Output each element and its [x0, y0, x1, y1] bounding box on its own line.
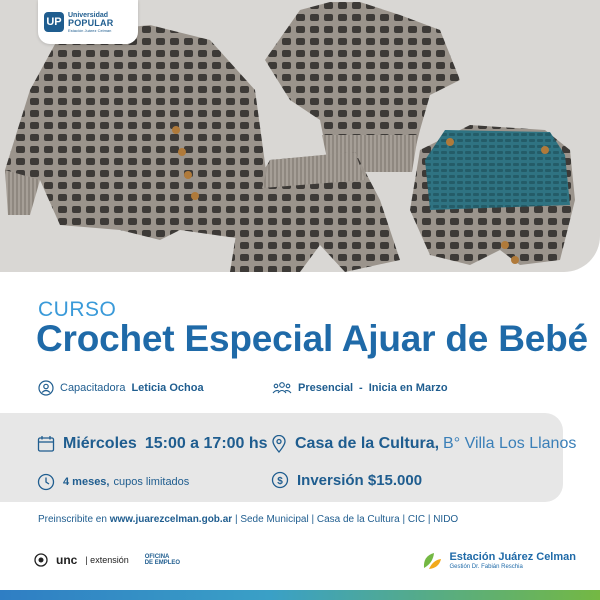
group-icon	[272, 380, 292, 396]
logo-line-1: Universidad	[68, 11, 109, 19]
oficina-line-2: DE EMPLEO	[144, 560, 181, 566]
duration-months: 4 meses,	[63, 476, 110, 488]
municipality-logo	[421, 550, 576, 572]
extension-text: | extensión	[85, 555, 129, 565]
up-logo-mark-icon: UP	[44, 12, 64, 32]
instructor-row	[38, 380, 204, 396]
schedule-item	[37, 435, 268, 453]
municipality-gestion: Gestión Dr. Fabián Reschia	[449, 564, 523, 570]
clock-icon	[37, 473, 55, 491]
registration-line	[38, 514, 458, 525]
oficina-line-1: OFICINA	[144, 554, 170, 560]
bottom-color-bar	[0, 590, 600, 600]
registration-prefix: Preinscribite en	[38, 514, 107, 525]
schedule-day: Miércoles	[63, 435, 137, 452]
modality-row	[272, 380, 448, 396]
venue-neighborhood: B° Villa Los Llanos	[443, 435, 577, 452]
municipality-leaf-icon	[421, 550, 443, 572]
dollar-coin-icon	[271, 471, 289, 489]
duration-item	[37, 473, 189, 491]
schedule-time: 15:00 a 17:00 hs	[144, 435, 268, 452]
calendar-icon	[37, 435, 55, 453]
instructor-label: Capacitadora	[60, 382, 126, 394]
modality-start: Inicia en Marzo	[368, 382, 448, 394]
venue-place: Casa de la Cultura,	[295, 435, 440, 452]
venue-item	[271, 435, 576, 453]
price-item	[271, 471, 422, 489]
oficina-empleo-logo	[145, 554, 180, 566]
duration-note: cupos limitados	[113, 476, 190, 488]
registration-places: | Sede Municipal | Casa de la Cultura | CIC | NIDO	[234, 514, 459, 525]
universidad-popular-logo	[38, 0, 138, 44]
course-title: Crochet Especial Ajuar de Bebé	[36, 318, 588, 359]
unc-seal-icon	[34, 551, 48, 569]
unc-logo-text: unc	[56, 553, 78, 567]
cardigan-shape	[5, 25, 270, 240]
person-icon	[38, 380, 54, 396]
registration-url[interactable]: www.juarezcelman.gob.ar	[109, 514, 233, 525]
svg-text:$: $	[277, 476, 283, 487]
modality-mode: Presencial	[298, 382, 354, 394]
logo-line-2: POPULAR	[68, 17, 114, 28]
course-info-box	[0, 413, 577, 502]
modality-separator: -	[359, 382, 363, 394]
instructor-name: Leticia Ochoa	[131, 382, 204, 394]
logo-line-3: Estación Juárez Celman	[68, 27, 112, 33]
price-label: Inversión $15.000	[297, 471, 423, 489]
course-kicker: CURSO	[38, 298, 117, 321]
location-pin-icon	[271, 435, 287, 453]
municipality-name: Estación Juárez Celman	[449, 551, 576, 563]
partners-logos	[34, 551, 180, 569]
hero-photo	[0, 0, 600, 272]
